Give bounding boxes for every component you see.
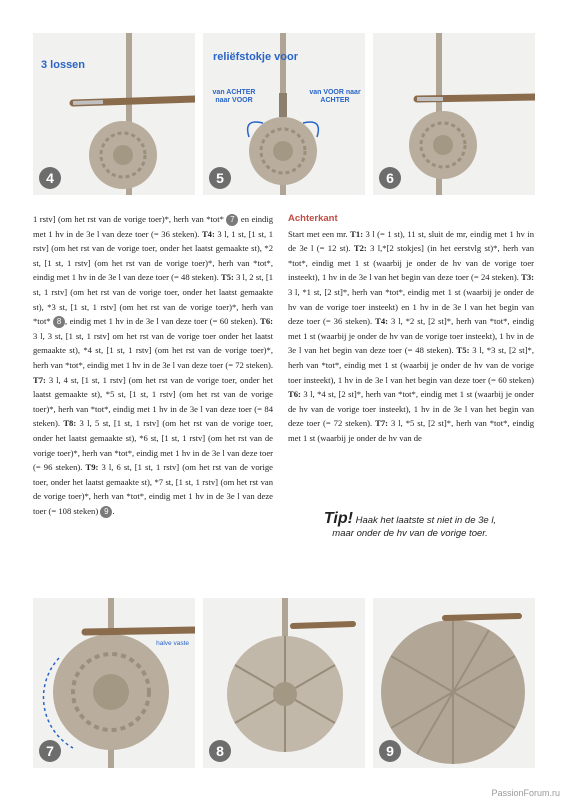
site-watermark: PassionForum.ru	[491, 788, 560, 798]
instructions-paragraph	[33, 212, 273, 518]
step-photo-6	[373, 33, 535, 195]
step-photo-label: 3 lossen	[41, 59, 86, 71]
instruction-text: 3 l, 4 st, [1 st, 1 rstv] (om het rst van de vorige toer, onder het laatst gemaakte st), *5 st, [1 st, 1 rstv] (om het rst van de vorige toer)*, herh van *tot*, eindig met 1 hv in de 3e l van deze toer (= 84 steken).	[33, 374, 273, 429]
round-label: T6:	[260, 316, 273, 327]
instruction-text: 3 l, *4 st, [2 st]*, herh van *tot*, eindig met 1 st (waarbij je onder de hv van de vorige toer insteekt), 1 hv in de 3e l van het begin van deze toer (= 72 steken).	[288, 389, 534, 429]
step-number-badge: 5	[209, 167, 231, 189]
instruction-text: 3 l, *5 st, [2 st]*, herh van *tot*, eindig met 1 st (waarbij je onder de hv van de	[288, 418, 534, 443]
instruction-text: 3 l, 1 st, [1 st, 1 rstv] (om het rst van de vorige toer, onder het laatst gemaakte st), *2 st, [1 st, 1 rstv] (om het rst van de vorige toer)*, herh van *tot*, eindig met 1 hv in de 3e l van deze toer (= 48 steken).	[33, 228, 273, 283]
step-photo-9	[373, 598, 535, 768]
instruction-text: 3 l (= 1 st), 11 st, sluit de mr, eindig met 1 hv in de 3e l (= 12 st).	[288, 228, 534, 254]
instruction-text: 3 l,*[2 stokjes] (in het eerstvlg st)*, herh van *tot*, eindig met 1 st (waarbij je onder de hv van de vorige toer insteekt), 1 hv in de 3e l van het begin van deze toer (= 24 steken).	[288, 243, 534, 283]
round-label: T4:	[201, 228, 215, 239]
instruction-text: 3 l, *2 st, [2 st]*, herh van *tot*, eindig met 1 st (waarbij je onder de hv van de vorige toer insteekt), 1 hv in de 3e l van het begin van deze toer (= 48 steken).	[288, 316, 534, 356]
round-label: T4:	[375, 316, 389, 327]
stitch-note: halve vaste	[156, 640, 189, 647]
instruction-text: 3 l, 2 st, [1 st, 1 rstv] (om het rst van de vorige toer, onder het laatst gemaakte st), *3 st, [1 st, 1 rstv] (om het rst van de vorige toer)*, herh van *tot*	[33, 272, 273, 327]
instructions-right-column	[288, 212, 534, 446]
instruction-text: 3 l, 3 st, [1 st, 1 rstv] om het rst van de vorige toer onder het laatst gemaakte st), *4 st, [1 st, 1 rstv] (om het rst van de vorige toer)*, herh van *tot*, eindig met 1 hv in de 3e l van deze toer (= 72 steken).	[33, 330, 273, 370]
step-number-badge: 7	[39, 740, 61, 762]
step-photo-4	[33, 33, 195, 195]
round-label: T1:	[350, 228, 364, 239]
instruction-text: 3 l, 5 st, [1 st, 1 rstv] (om het rst van de vorige toer, onder het laatst gemaakte st), *6 st, [1 st, 1 rstv] (om het rst van de vorige toer)*, herh van *tot*, eindig met 1 hv in de 3e l van deze toer (= 96 steken).	[33, 418, 273, 473]
direction-note-left: van ACHTER naar VOOR	[212, 89, 256, 104]
step-ref-badge: 9	[100, 506, 112, 518]
round-label: T7:	[375, 418, 389, 429]
instruction-text: en eindig met 1 hv in de 3e l van deze toer (= 36 steken).	[33, 214, 273, 239]
section-heading: Achterkant	[288, 213, 338, 224]
step-ref-badge: 8	[53, 316, 65, 328]
step-number-badge: 4	[39, 167, 61, 189]
round-label: T3:	[521, 272, 534, 283]
step-photo-7	[33, 598, 195, 768]
round-label: T5:	[220, 272, 234, 283]
tip-title: Tip!	[323, 510, 353, 527]
instruction-text: Start met een mr.	[288, 228, 351, 239]
instruction-text: 3 l, *3 st, [2 st]*, herh van *tot*, eindig met 1 st (waarbij je onder de hv van de vorige toer insteekt), 1 hv in de 3e l van het begin van deze toer (= 60 steken)	[288, 345, 534, 385]
instruction-text: 3 l, 6 st, [1 st, 1 rstv] (om het rst van de vorige toer, onder het laatst gemaakte st), *7 st, [1 st, 1 rstv] (om het rst van de vorige toer)*, herh van *tot*, eindig met 1 hv in de 3e l van deze toer (= 108 steken)	[33, 462, 273, 516]
round-label: T7:	[33, 374, 46, 385]
step-photo-label: reliëfstokje voor	[213, 51, 298, 63]
round-label: T9:	[85, 462, 99, 473]
tip-text: Haak het laatste st niet in de 3e l, maar onder de hv van de vorige toer.	[332, 515, 497, 539]
step-photo-8	[203, 598, 365, 768]
instructions-left-column	[33, 212, 273, 518]
instructions-paragraph	[288, 227, 534, 446]
step-number-badge: 8	[209, 740, 231, 762]
round-label: T6:	[288, 389, 301, 400]
step-ref-badge: 7	[226, 214, 238, 226]
instruction-text: , eindig met 1 hv in de 3e l van deze toer (= 60 steken).	[65, 316, 261, 327]
instruction-text: 3 l, *1 st, [2 st]*, herh van *tot*, eindig met 1 st (waarbij je onder de hv van de vorige toer insteekt) en 1 hv in de 3e l van het begin van deze toer (= 36 steken).	[288, 286, 534, 327]
instruction-text: .	[112, 505, 115, 516]
tip-box	[320, 512, 500, 540]
round-label: T5:	[456, 345, 470, 356]
instruction-text: 1 rstv] (om het rst van de vorige toer)*, herh van *tot*	[33, 214, 227, 224]
round-label: T2:	[353, 243, 367, 254]
step-number-badge: 6	[379, 167, 401, 189]
step-number-badge: 9	[379, 740, 401, 762]
direction-note-right: van VOOR naar ACHTER	[309, 89, 361, 104]
step-photo-5	[203, 33, 365, 195]
round-label: T8:	[63, 418, 77, 429]
